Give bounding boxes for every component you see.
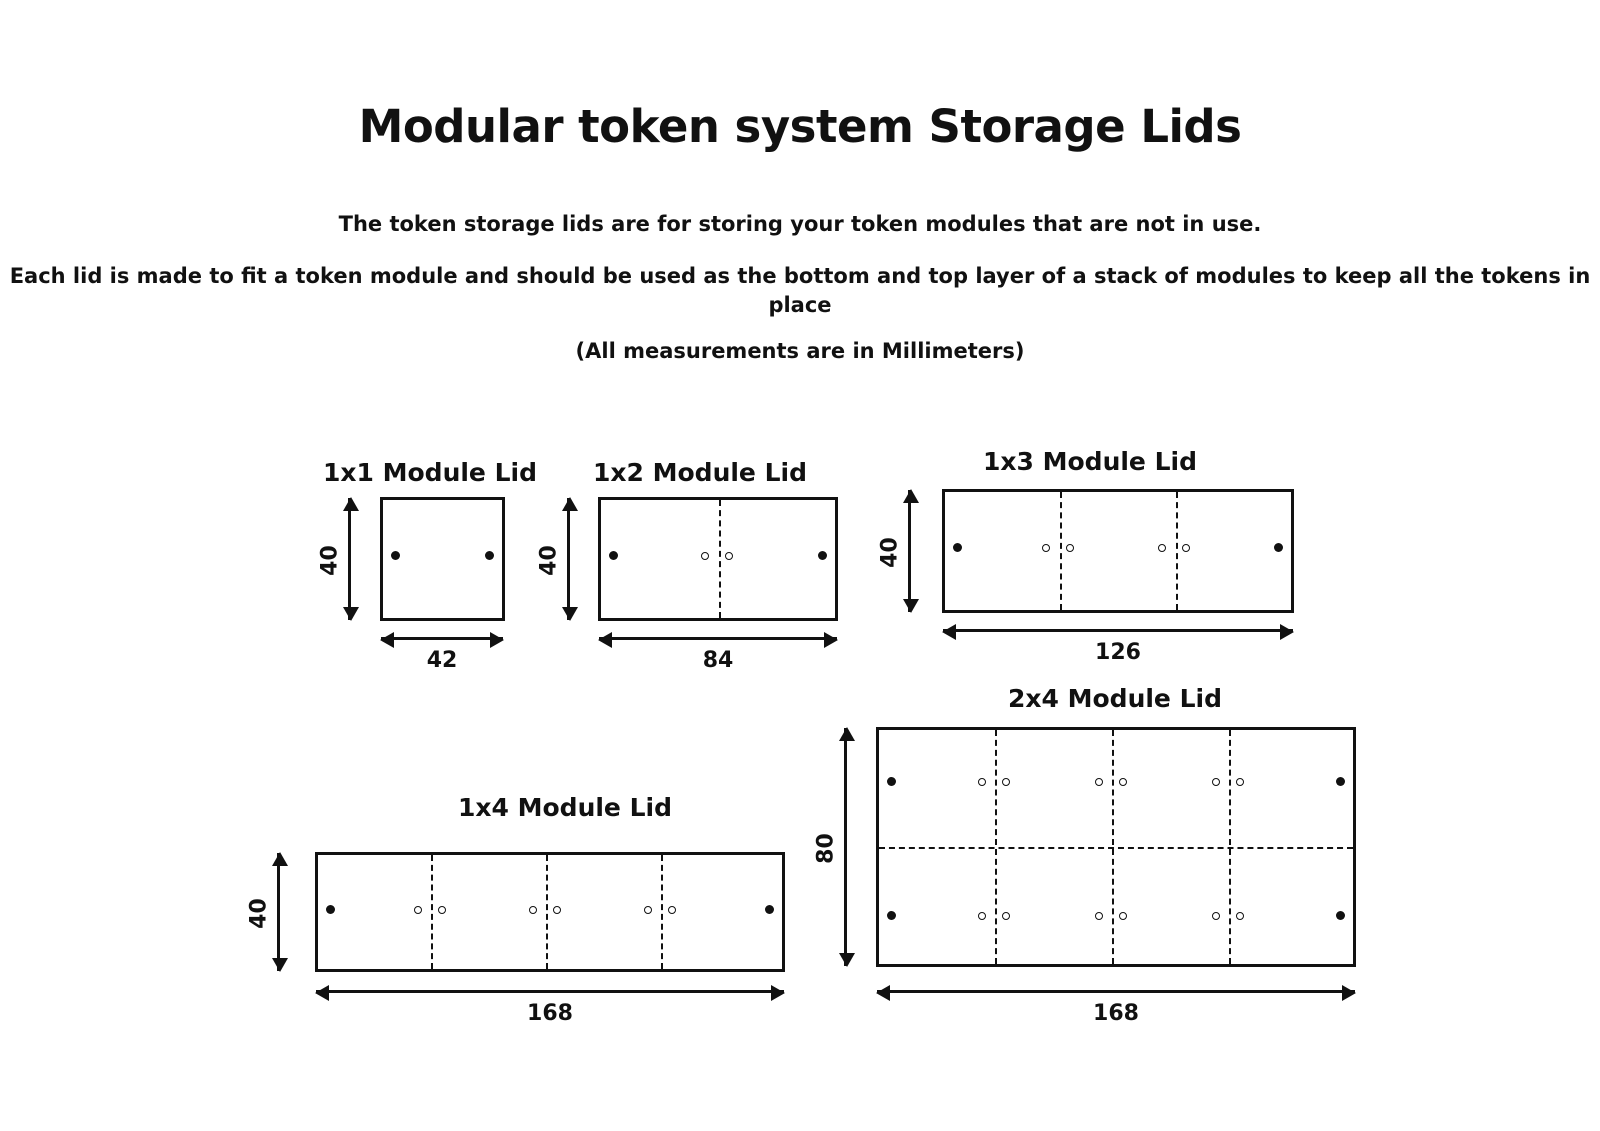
height-dimension-label-2x4: 80 — [813, 833, 839, 864]
mounting-hole-open — [1042, 544, 1050, 552]
lid-outline-1x1 — [380, 497, 505, 621]
mounting-hole — [609, 551, 618, 560]
intro-line-2: Each lid is made to fit a token module and should be used as the bottom and top layer of a stack of modules to keep all the tokens in place — [9, 264, 1591, 317]
mounting-hole — [326, 905, 335, 914]
height-dimension-arrow-2x4 — [844, 728, 847, 966]
height-dimension-arrow-1x2 — [567, 498, 570, 620]
module-divider — [1176, 492, 1178, 610]
mounting-hole-open — [1119, 778, 1127, 786]
mounting-hole-open — [978, 778, 986, 786]
mounting-hole-open — [1002, 778, 1010, 786]
lid-outline-1x3 — [942, 489, 1294, 613]
mounting-hole — [485, 551, 494, 560]
height-dimension-label-1x2: 40 — [536, 545, 562, 576]
width-dimension-arrow-1x2 — [599, 637, 837, 640]
mounting-hole — [391, 551, 400, 560]
width-dimension-label-1x3: 126 — [1095, 640, 1141, 665]
mounting-hole-open — [978, 912, 986, 920]
mounting-hole-open — [414, 906, 422, 914]
mounting-hole-open — [553, 906, 561, 914]
mounting-hole-open — [668, 906, 676, 914]
lid-outline-2x4 — [876, 727, 1356, 967]
module-divider — [546, 855, 548, 969]
width-dimension-label-2x4: 168 — [1093, 1001, 1139, 1026]
height-dimension-label-1x4: 40 — [246, 898, 272, 929]
mounting-hole — [818, 551, 827, 560]
width-dimension-arrow-1x3 — [943, 629, 1293, 632]
module-divider — [719, 500, 721, 618]
mounting-hole — [1336, 911, 1345, 920]
mounting-hole-open — [438, 906, 446, 914]
diagram-label-1x3: 1x3 Module Lid — [983, 447, 1197, 476]
mounting-hole — [1274, 543, 1283, 552]
mounting-hole-open — [1095, 912, 1103, 920]
mounting-hole-open — [1212, 778, 1220, 786]
mounting-hole — [1336, 777, 1345, 786]
mounting-hole-open — [1158, 544, 1166, 552]
mounting-hole-open — [529, 906, 537, 914]
module-divider — [431, 855, 433, 969]
mounting-hole — [953, 543, 962, 552]
height-dimension-label-1x1: 40 — [317, 545, 343, 576]
mounting-hole-open — [1236, 778, 1244, 786]
mounting-hole-open — [701, 552, 709, 560]
width-dimension-label-1x4: 168 — [527, 1001, 573, 1026]
mounting-hole-open — [1119, 912, 1127, 920]
mounting-hole — [887, 911, 896, 920]
mounting-hole-open — [1236, 912, 1244, 920]
intro-line-3: (All measurements are in Millimeters) — [575, 339, 1025, 363]
mounting-hole-open — [1002, 912, 1010, 920]
diagram-label-1x2: 1x2 Module Lid — [593, 458, 807, 487]
mounting-hole-open — [1095, 778, 1103, 786]
height-dimension-arrow-1x1 — [348, 498, 351, 620]
lid-outline-1x4 — [315, 852, 785, 972]
width-dimension-arrow-1x1 — [381, 637, 503, 640]
width-dimension-label-1x2: 84 — [702, 648, 734, 673]
mounting-hole — [887, 777, 896, 786]
width-dimension-arrow-2x4 — [877, 990, 1355, 993]
diagram-label-2x4: 2x4 Module Lid — [1008, 684, 1222, 713]
module-divider — [879, 847, 1353, 849]
intro-line-1: The token storage lids are for storing your token modules that are not in use. — [338, 212, 1262, 236]
height-dimension-arrow-1x4 — [277, 853, 280, 971]
mounting-hole-open — [1066, 544, 1074, 552]
diagram-label-1x4: 1x4 Module Lid — [458, 793, 672, 822]
height-dimension-arrow-1x3 — [908, 490, 911, 612]
mounting-hole-open — [725, 552, 733, 560]
width-dimension-arrow-1x4 — [316, 990, 784, 993]
mounting-hole-open — [644, 906, 652, 914]
lid-outline-1x2 — [598, 497, 838, 621]
diagram-label-1x1: 1x1 Module Lid — [323, 458, 537, 487]
mounting-hole-open — [1212, 912, 1220, 920]
mounting-hole-open — [1182, 544, 1190, 552]
width-dimension-label-1x1: 42 — [426, 648, 458, 673]
mounting-hole — [765, 905, 774, 914]
height-dimension-label-1x3: 40 — [877, 537, 903, 568]
page-title: Modular token system Storage Lids — [358, 100, 1242, 153]
module-divider — [661, 855, 663, 969]
module-divider — [1060, 492, 1062, 610]
